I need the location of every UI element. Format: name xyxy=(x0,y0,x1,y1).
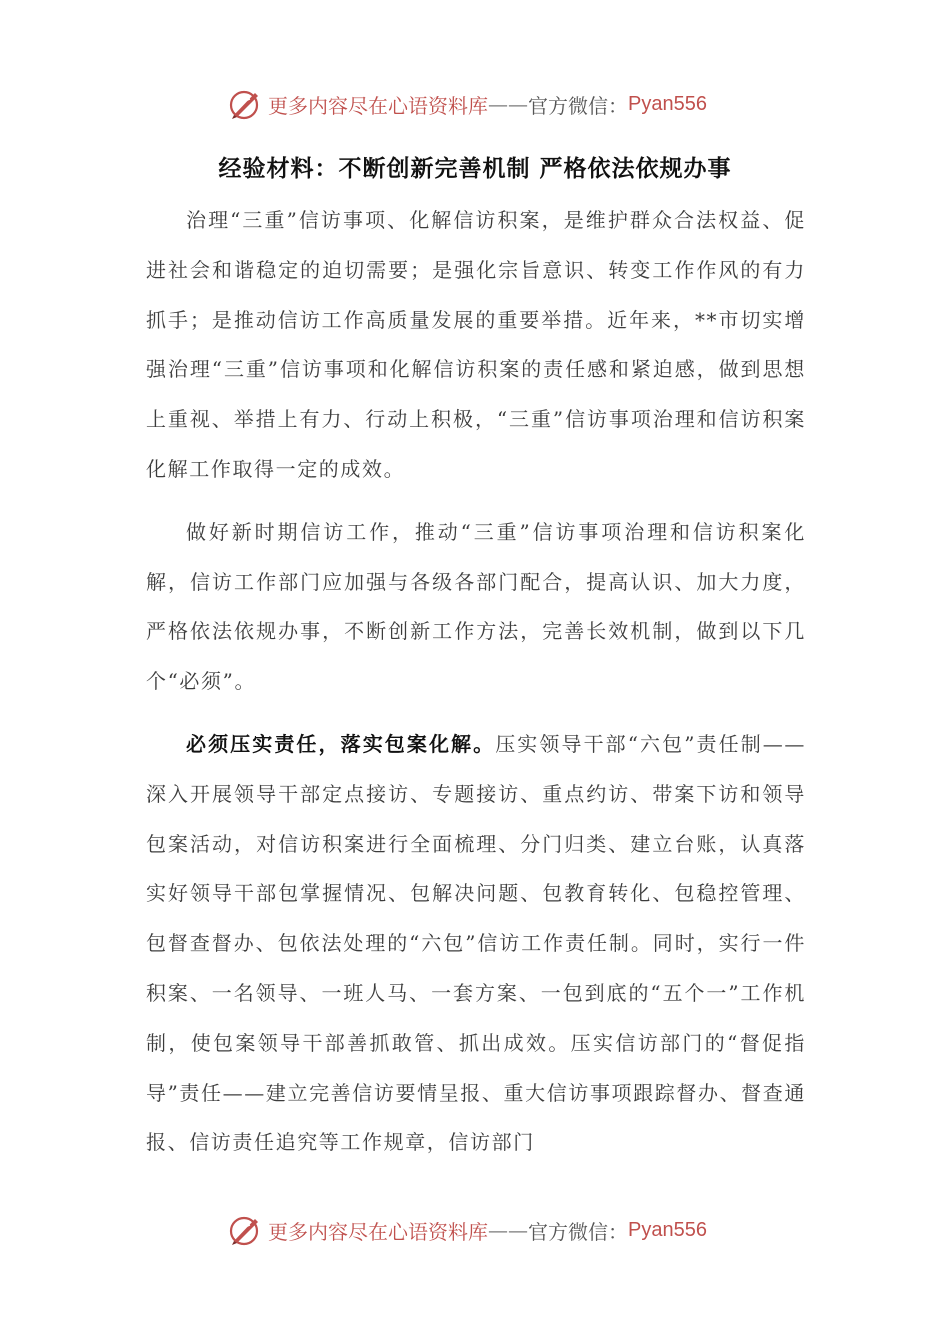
paragraph-2 xyxy=(146,508,806,707)
footer-watermark xyxy=(228,1210,707,1250)
watermark-text: 更多内容尽在心语资料库 xyxy=(268,1219,488,1244)
paragraph-2-text: 做好新时期信访工作，推动“三重”信访事项治理和信访积案化解，信访工作部门应加强与各级各部门配合，提高认识、加大力度，严格依法依规办事，不断创新工作方法，完善长效机制，做到以下几个“必须”。 xyxy=(146,519,806,694)
watermark-dash: —— xyxy=(488,92,528,116)
watermark-wechat-id: Pyan556 xyxy=(628,1218,707,1241)
document-title: 经验材料：不断创新完善机制 严格依法依规办事 xyxy=(218,155,732,182)
paragraph-3-text: 压实领导干部“六包”责任制——深入开展领导干部定点接访、专题接访、重点约访、带案下访和领导包案活动，对信访积案进行全面梳理、分门归类、建立台账，认真落实好领导干部包掌握情况、包解决问题、包教育转化、包稳控管理、包督查督办、包依法处理的“六包”信访工作责任制。同时，实行一件积案、一名领导、一班人马、一套方案、一包到底的“五个一”工作机制，使包案领导干部善抓敢管、抓出成效。压实信访部门的“督促指导”责任——建立完善信访要情呈报、重大信访事项跟踪督办、督查通报、信访责任追究等工作规章，信访部门 xyxy=(146,731,806,1155)
header-watermark xyxy=(228,84,707,124)
paragraph-1-text: 治理“三重”信访事项、化解信访积案，是维护群众合法权益、促进社会和谐稳定的迫切需要；是强化宗旨意识、转变工作作风的有力抓手；是推动信访工作高质量发展的重要举措。近年来，**市切实增强治理“三重”信访事项和化解信访积案的责任感和紧迫感，做到思想上重视、举措上有力、行动上积极，“三重”信访事项治理和信访积案化解工作取得一定的成效。 xyxy=(146,208,806,481)
watermark-dash: —— xyxy=(488,1218,528,1242)
paragraph-3-lead: 必须压实责任，落实包案化解。 xyxy=(186,731,496,756)
paragraph-3 xyxy=(146,720,806,1168)
watermark-wechat-id: Pyan556 xyxy=(628,92,707,115)
watermark-text: 更多内容尽在心语资料库 xyxy=(268,93,488,118)
paragraph-1 xyxy=(146,196,806,495)
pen-logo-icon xyxy=(228,87,262,121)
watermark-contact-label: 官方微信： xyxy=(528,93,628,118)
pen-logo-icon xyxy=(228,1213,262,1247)
document-body xyxy=(146,196,806,1168)
watermark-contact-label: 官方微信： xyxy=(528,1219,628,1244)
